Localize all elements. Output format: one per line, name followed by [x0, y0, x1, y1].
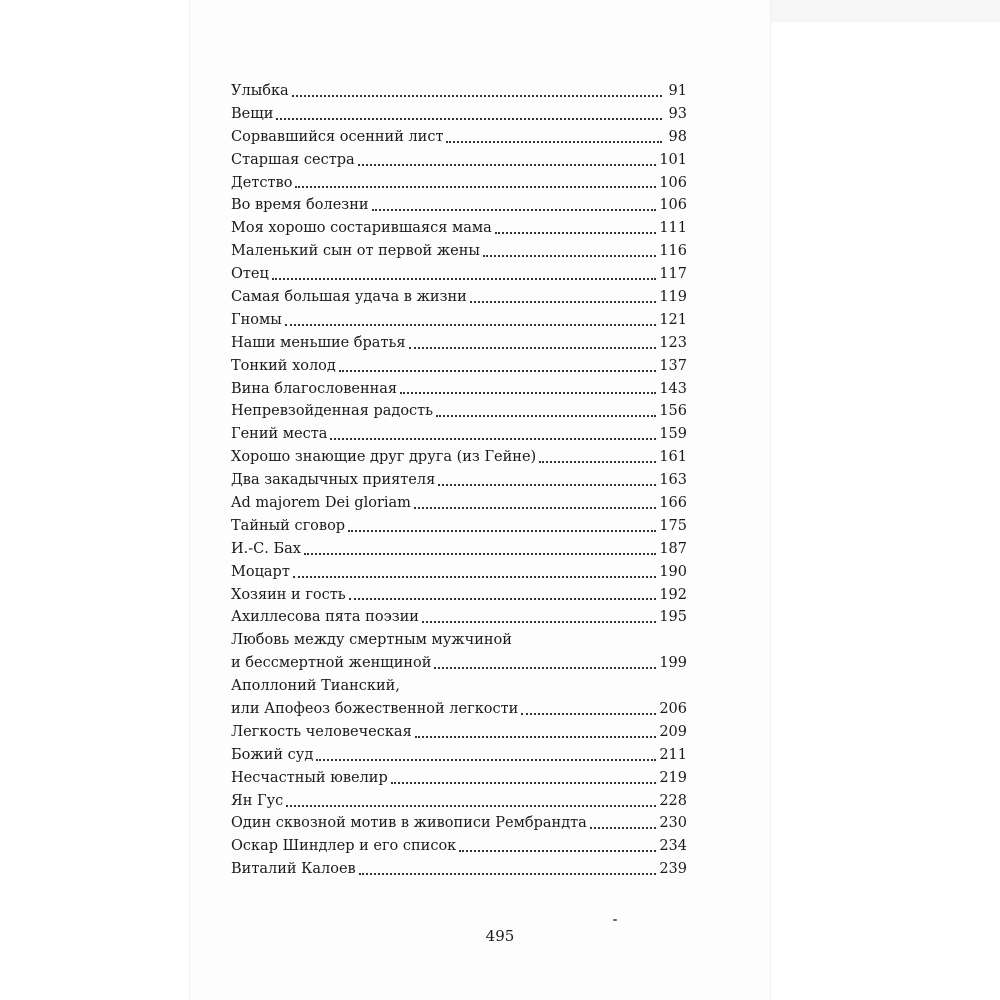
dot-leader	[539, 461, 656, 463]
toc-entry	[231, 149, 687, 172]
toc-entry	[231, 813, 687, 836]
toc-entry-title-continued: или Апофеоз божественной легкости	[231, 701, 519, 718]
toc-entry-title: И.-С. Бах	[231, 540, 301, 557]
toc-entry-title: Ad majorem Dei gloriam	[231, 495, 411, 512]
toc-entry-title: Божий суд	[231, 746, 314, 763]
toc-entry-page: 209	[659, 723, 687, 740]
page-number: 495	[485, 927, 515, 945]
dot-leader	[483, 255, 656, 257]
toc-entry	[231, 446, 687, 469]
toc-entry-page: 163	[659, 472, 687, 489]
dot-leader	[349, 598, 657, 600]
toc-entry-title: Любовь между смертным мужчиной	[231, 632, 512, 649]
toc-entry-page: 206	[659, 701, 687, 718]
toc-entry-page: 137	[659, 357, 687, 374]
toc-entry-title: Тонкий холод	[231, 357, 336, 374]
toc-entry	[231, 538, 687, 561]
toc-entry	[231, 561, 687, 584]
toc-entry-page: 98	[668, 128, 687, 145]
toc-entry-page: 166	[659, 495, 687, 512]
dot-leader	[459, 850, 656, 852]
dot-leader	[414, 507, 656, 509]
toc-entry-page: 143	[659, 380, 687, 397]
toc-entry-title: Аполлоний Тианский,	[231, 678, 400, 695]
dot-leader	[391, 782, 657, 784]
toc-entry	[231, 400, 687, 423]
toc-entry-title: Несчастный ювелир	[231, 769, 388, 786]
dot-leader	[521, 713, 656, 715]
dot-leader	[304, 553, 656, 555]
toc-entry-title: Сорвавшийся осенний лист	[231, 128, 444, 145]
dot-leader	[372, 209, 657, 211]
dot-leader	[292, 95, 662, 97]
dot-leader	[470, 301, 656, 303]
toc-entry-page: 219	[659, 769, 687, 786]
toc-entry-page: 190	[659, 563, 687, 580]
toc-entry	[231, 721, 687, 744]
toc-entry-page: 187	[659, 540, 687, 557]
toc-entry	[231, 217, 687, 240]
toc-entry-page: 117	[659, 266, 687, 283]
toc-entry	[231, 80, 687, 103]
toc-entry-title: Легкость человеческая	[231, 723, 412, 740]
toc-entry-page: 91	[668, 82, 687, 99]
print-speck	[613, 919, 617, 921]
dot-leader	[285, 324, 656, 326]
dot-leader	[316, 759, 656, 761]
dot-leader	[358, 164, 657, 166]
toc-entry-page: 159	[659, 426, 687, 443]
dot-leader	[295, 186, 656, 188]
toc-entry-page: 121	[659, 311, 687, 328]
dot-leader	[293, 576, 656, 578]
toc-entry	[231, 286, 687, 309]
toc-entry-title: Маленький сын от первой жены	[231, 243, 480, 260]
toc-entry-title: Два закадычных приятеля	[231, 472, 436, 489]
toc-entry-page: 175	[659, 517, 687, 534]
toc-entry	[231, 744, 687, 767]
toc-entry-title: Отец	[231, 266, 269, 283]
toc-entry-page: 230	[659, 815, 687, 832]
dot-leader	[400, 392, 656, 394]
dot-leader	[286, 805, 656, 807]
toc-entry-title: Хозяин и гость	[231, 586, 346, 603]
toc-entry-title: Ян Гус	[231, 792, 284, 809]
toc-entry-page: 101	[659, 151, 687, 168]
toc-entry-page: 156	[659, 403, 687, 420]
toc-entry-page: 199	[659, 655, 687, 672]
toc-entry-title: Один сквозной мотив в живописи Рембрандта	[231, 815, 587, 832]
toc-entry	[231, 355, 687, 378]
toc-entry	[231, 378, 687, 401]
toc-entry-title: Оскар Шиндлер и его список	[231, 838, 457, 855]
toc-entry	[231, 309, 687, 332]
toc-entry	[231, 515, 687, 538]
dot-leader	[495, 232, 656, 234]
dot-leader	[272, 278, 656, 280]
toc-entry	[231, 103, 687, 126]
toc-entry-page: 123	[659, 334, 687, 351]
toc-entry-title: Гномы	[231, 311, 282, 328]
toc-entry	[231, 194, 687, 217]
toc-entry	[231, 698, 687, 721]
toc-entry	[231, 652, 687, 675]
toc-entry-title-continued: и бессмертной женщиной	[231, 655, 432, 672]
toc-entry-title: Наши меньшие братья	[231, 334, 406, 351]
toc-entry-title: Улыбка	[231, 82, 289, 99]
toc-entry-title: Детство	[231, 174, 293, 191]
toc-entry-title: Во время болезни	[231, 197, 369, 214]
toc-entry-page: 192	[659, 586, 687, 603]
toc-entry-title: Вещи	[231, 105, 274, 122]
dot-leader	[590, 827, 657, 829]
dot-leader	[339, 370, 656, 372]
toc-entry-line	[231, 675, 687, 698]
toc-entry-page: 119	[659, 289, 687, 305]
dot-leader	[415, 736, 657, 738]
toc-entry	[231, 423, 687, 446]
dot-leader	[422, 621, 656, 623]
toc-entry-title: Вина благословенная	[231, 380, 398, 397]
toc-entry-page: 234	[659, 838, 687, 855]
dot-leader	[438, 484, 656, 486]
toc-entry	[231, 240, 687, 263]
toc-entry	[231, 469, 687, 492]
toc-entry	[231, 790, 687, 813]
toc-entry-page: 239	[659, 861, 687, 878]
dot-leader	[348, 530, 656, 532]
toc-entry-page: 111	[659, 220, 687, 237]
dot-leader	[330, 438, 656, 440]
toc-entry-page: 195	[659, 609, 687, 626]
toc-entry-page: 211	[659, 746, 687, 763]
toc-entry	[231, 584, 687, 607]
toc-entry	[231, 767, 687, 790]
toc-entry	[231, 263, 687, 286]
dot-leader	[436, 415, 656, 417]
toc-entry	[231, 172, 687, 195]
toc-entry-title: Ахиллесова пята поэзии	[231, 609, 419, 626]
toc-entry-page: 161	[659, 449, 687, 466]
toc-entry	[231, 492, 687, 515]
toc-entry	[231, 606, 687, 629]
toc-entry-page: 106	[659, 197, 687, 214]
toc-entry-title: Виталий Калоев	[231, 861, 356, 878]
dot-leader	[434, 667, 656, 669]
toc-entry-title: Моцарт	[231, 563, 290, 580]
dot-leader	[446, 141, 662, 143]
dot-leader	[359, 873, 657, 875]
toc-entry-title: Моя хорошо состарившаяся мама	[231, 220, 492, 237]
toc-entry-page: 93	[668, 105, 687, 122]
dot-leader	[276, 118, 662, 120]
toc-entry-page: 228	[659, 792, 687, 809]
toc-entry	[231, 332, 687, 355]
table-of-contents	[231, 80, 687, 881]
toc-entry-title: Непревзойденная радость	[231, 403, 434, 420]
toc-entry	[231, 835, 687, 858]
toc-entry-title: Старшая сестра	[231, 151, 355, 168]
dot-leader	[409, 347, 657, 349]
toc-entry	[231, 126, 687, 149]
toc-entry-page: 106	[659, 174, 687, 191]
toc-entry-page: 116	[659, 243, 687, 260]
toc-entry-title: Самая большая удача в жизни	[231, 289, 467, 305]
toc-entry-title: Хорошо знающие друг друга (из Гейне)	[231, 449, 537, 466]
toc-entry-line	[231, 629, 687, 652]
toc-entry	[231, 858, 687, 881]
toc-entry-title: Тайный сговор	[231, 517, 346, 534]
toc-entry-title: Гений места	[231, 426, 328, 443]
